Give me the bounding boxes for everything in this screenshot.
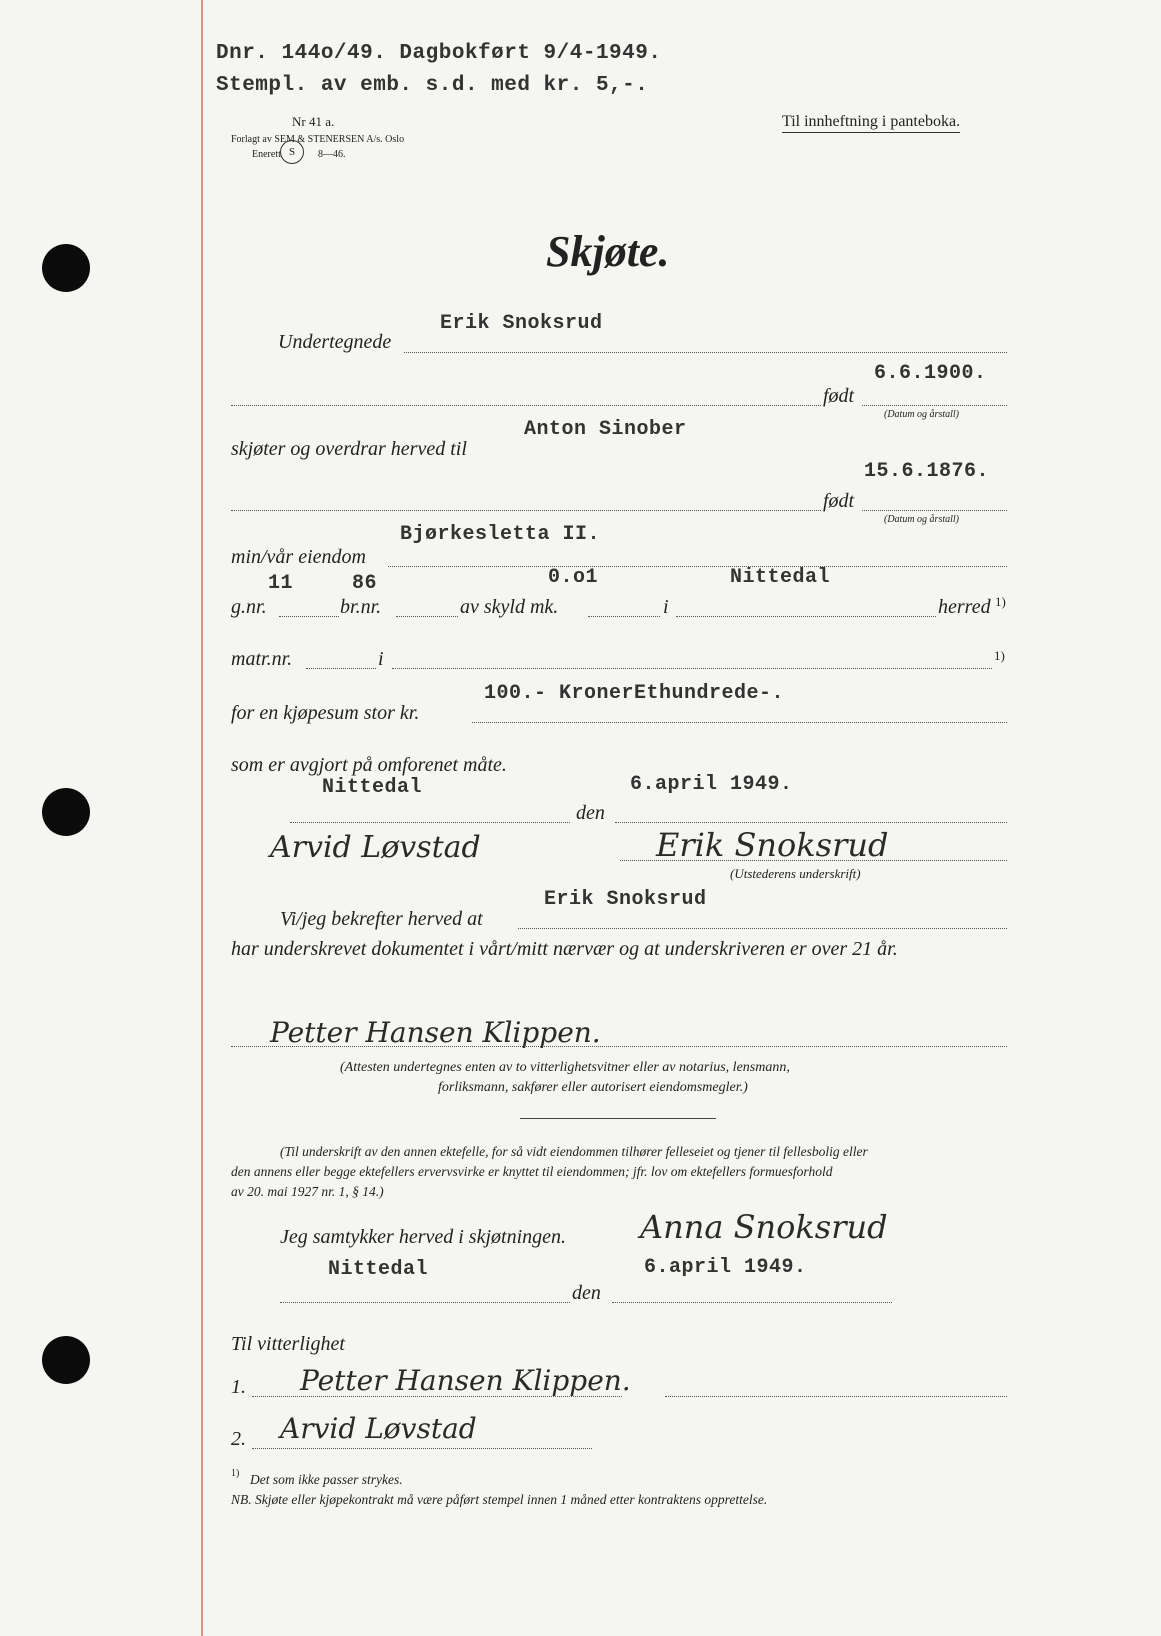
property-label: min/vår eiendom <box>231 546 366 568</box>
confirm-signature-line <box>231 1046 1007 1047</box>
property-name: Bjørkesletta II. <box>400 523 601 546</box>
brnr-label: br.nr. <box>340 596 382 618</box>
issuer-signature: Erik Snoksrud <box>656 826 889 864</box>
brnr-line <box>396 616 458 617</box>
property-line <box>388 566 1007 567</box>
skyld-value: 0.o1 <box>548 566 599 589</box>
witness-signature-left: Arvid Løvstad <box>270 830 481 865</box>
publisher-logo-icon: S <box>280 140 304 164</box>
price-line <box>472 722 1007 723</box>
witness-2-signature: Arvid Løvstad <box>280 1412 477 1445</box>
gnr-line <box>279 616 339 617</box>
seller-born-line <box>231 405 821 406</box>
place-line-1 <box>290 822 570 823</box>
confirm-name-line <box>518 928 1007 929</box>
confirm-label: Vi/jeg bekrefter herved at <box>280 908 483 930</box>
transfer-label: skjøter og overdrar herved til <box>231 438 467 460</box>
punch-hole-bottom <box>42 1336 90 1384</box>
seller-birthdate: 6.6.1900. <box>874 362 987 385</box>
gnr-label: g.nr. <box>231 596 267 618</box>
buyer-name: Anton Sinober <box>524 418 687 441</box>
date-2: 6.april 1949. <box>644 1256 807 1279</box>
publisher-line: Forlagt av SEM & STENERSEN A/s. Oslo <box>231 134 405 145</box>
fodt-label-2: født <box>823 490 855 512</box>
footnote-mark-1: 1) <box>995 594 1006 609</box>
skyld-label: av skyld mk. <box>460 596 559 618</box>
footnote-1-mark: 1) <box>231 1468 240 1479</box>
price-value: 100.- KronerEthundrede-. <box>484 682 785 705</box>
footnote-1: Det som ikke passer strykes. <box>250 1472 403 1487</box>
skyld-line <box>588 616 660 617</box>
witness-1-line <box>252 1396 622 1397</box>
date-hint-2: (Datum og årstall) <box>884 514 959 525</box>
separator-line <box>520 1118 716 1119</box>
place-1: Nittedal <box>322 776 423 799</box>
i-label-1: i <box>663 596 669 618</box>
form-number: Nr 41 a. <box>292 114 335 129</box>
witness-2-number: 2. <box>231 1428 246 1450</box>
spouse-note-3: av 20. mai 1927 nr. 1, § 14.) <box>231 1184 384 1199</box>
buyer-date-line <box>862 510 1007 511</box>
witness-1-signature: Petter Hansen Klippen. <box>300 1364 631 1397</box>
consent-signature: Anna Snoksrud <box>640 1208 888 1246</box>
matr-line <box>306 668 376 669</box>
punch-hole-middle <box>42 788 90 836</box>
avgjort-label: som er avgjort på omforenet måte. <box>231 754 507 776</box>
footnote-mark-2: 1) <box>994 648 1005 663</box>
date-1: 6.april 1949. <box>630 773 793 796</box>
price-label: for en kjøpesum stor kr. <box>231 702 420 724</box>
pantebok-note: Til innheftning i panteboka. <box>782 113 960 133</box>
spouse-note-2: den annens eller begge ektefellers ervervsvirke er knyttet til eiendommen; jfr. lov om ektefellers formuesforhold <box>231 1164 833 1179</box>
publisher-enerett: Enerett <box>252 149 281 160</box>
herred-value: Nittedal <box>730 566 831 589</box>
i-label-2: i <box>378 648 384 670</box>
confirm-name: Erik Snoksrud <box>544 888 707 911</box>
witness-2-line <box>252 1448 592 1449</box>
witness-1-number: 1. <box>231 1376 246 1398</box>
den-label-1: den <box>576 802 605 824</box>
undertegnede-label: Undertegnede <box>278 331 392 353</box>
place-line-2 <box>280 1302 570 1303</box>
seller-name: Erik Snoksrud <box>440 312 603 335</box>
confirm-text: har underskrevet dokumentet i vårt/mitt nærvær og at underskriveren er over 21 år. <box>231 938 898 960</box>
den-label-2: den <box>572 1282 601 1304</box>
matr-kommune-line <box>392 668 992 669</box>
date-line-2 <box>612 1302 892 1303</box>
seller-date-line <box>862 405 1007 406</box>
vitterlighet-label: Til vitterlighet <box>231 1333 345 1355</box>
herred-line <box>676 616 936 617</box>
fodt-label-1: født <box>823 385 855 407</box>
gnr-value: 11 <box>268 572 294 595</box>
footnote-2: NB. Skjøte eller kjøpekontrakt må være påført stempel innen 1 måned etter kontraktens opprettelse. <box>231 1492 768 1507</box>
date-line-1 <box>615 822 1007 823</box>
seller-name-line <box>404 352 1007 353</box>
place-2: Nittedal <box>328 1258 429 1281</box>
registry-line: Dnr. 144o/49. Dagbokført 9/4-1949. <box>216 42 662 65</box>
consent-label: Jeg samtykker herved i skjøtningen. <box>280 1226 567 1248</box>
confirm-signature: Petter Hansen Klippen. <box>270 1016 601 1049</box>
punch-hole-top <box>42 244 90 292</box>
red-margin-line <box>201 0 203 1636</box>
attest-note-2: forliksmann, sakfører eller autorisert eiendomsmegler.) <box>438 1080 748 1095</box>
stamp-line: Stempl. av emb. s.d. med kr. 5,-. <box>216 74 649 97</box>
brnr-value: 86 <box>352 572 378 595</box>
spouse-note-1: (Til underskrift av den annen ektefelle, for så vidt eiendommen tilhører felleseiet og tjener til fellesbolig eller <box>280 1144 868 1159</box>
matr-label: matr.nr. <box>231 648 293 670</box>
witness-1-line-right <box>665 1396 1007 1397</box>
buyer-birthdate: 15.6.1876. <box>864 460 990 483</box>
document-title: Skjøte. <box>546 227 670 276</box>
attest-note-1: (Attesten undertegnes enten av to vitterlighetsvitner eller av notarius, lensmann, <box>340 1060 790 1075</box>
issuer-caption: (Utstederens underskrift) <box>730 866 861 881</box>
herred-label: herred <box>938 596 991 618</box>
publisher-date: 8—46. <box>318 149 346 160</box>
date-hint-1: (Datum og årstall) <box>884 409 959 420</box>
buyer-born-line <box>231 510 821 511</box>
